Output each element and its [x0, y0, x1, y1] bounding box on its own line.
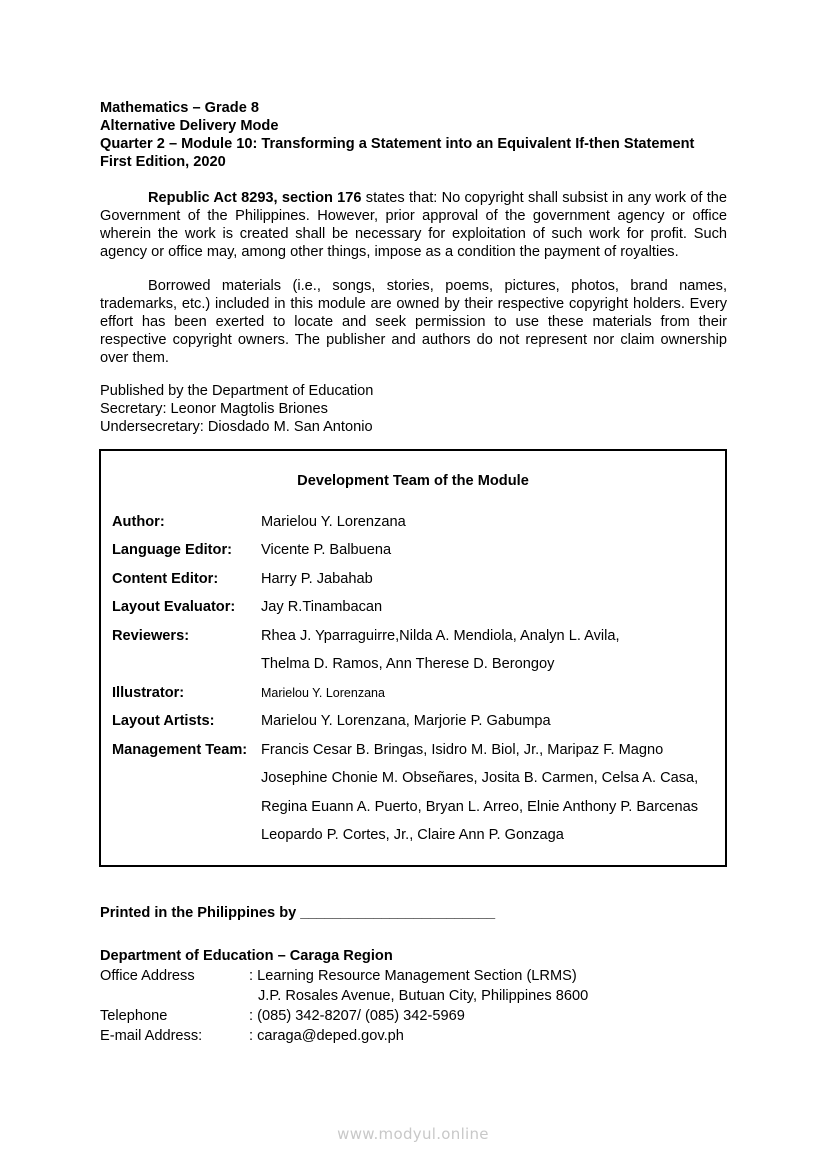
- secretary: Secretary: Leonor Magtolis Briones: [100, 401, 328, 417]
- publisher-info: [100, 382, 373, 436]
- law-text: states that: No copyright shall subsist in any work of the Government of the Philippines. However, prior approval of the government agency or office wherein the work is created shall be necessary for exploitation of such work for profit. Such agency or office may, among other things, impose as a condition the payment of royalties.: [100, 190, 727, 260]
- module-header: [100, 99, 694, 171]
- printed-by: Printed in the Philippines by ________________________: [100, 905, 496, 921]
- email-label: E-mail Address:: [100, 1028, 203, 1044]
- team-role: Layout Artists:: [112, 713, 215, 729]
- office-address-label: Office Address: [100, 968, 195, 984]
- law-reference: Republic Act 8293, section 176: [148, 190, 362, 206]
- email-value: : caraga@deped.gov.ph: [249, 1028, 404, 1044]
- team-title: Development Team of the Module: [297, 473, 529, 489]
- team-names: Marielou Y. Lorenzana, Marjorie P. Gabumpa: [261, 713, 551, 729]
- team-role: Content Editor:: [112, 571, 219, 587]
- team-role: Reviewers:: [112, 628, 190, 644]
- module-title: Quarter 2 – Module 10: Transforming a Statement into an Equivalent If-then Statement: [100, 136, 695, 152]
- published-by: Published by the Department of Education: [100, 383, 374, 399]
- team-names: Leopardo P. Cortes, Jr., Claire Ann P. Gonzaga: [261, 827, 564, 843]
- team-names: Josephine Chonie M. Obseñares, Josita B. Carmen, Celsa A. Casa,: [261, 770, 699, 786]
- team-role: Management Team:: [112, 742, 248, 758]
- contact-info: [100, 946, 589, 1046]
- borrowed-text: Borrowed materials (i.e., songs, stories, poems, pictures, photos, brand names, trademarks, etc.) included in this module are owned by their respective copyright holders. Every effort has been exerted to locate and seek permission to use these materials from their respective copyright owners. The publisher and authors do not represent nor claim ownership over them.: [100, 278, 727, 366]
- borrowed-materials-paragraph: [100, 277, 727, 367]
- telephone-value: : (085) 342-8207/ (085) 342-5969: [249, 1008, 465, 1024]
- undersecretary: Undersecretary: Diosdado M. San Antonio: [100, 419, 373, 435]
- team-names: Francis Cesar B. Bringas, Isidro M. Biol, Jr., Maripaz F. Magno: [261, 742, 664, 758]
- development-team-box: [99, 449, 727, 867]
- team-role: Language Editor:: [112, 542, 232, 558]
- team-names: Regina Euann A. Puerto, Bryan L. Arreo, Elnie Anthony P. Barcenas: [261, 799, 699, 815]
- team-names: Vicente P. Balbuena: [261, 542, 392, 558]
- team-names: Harry P. Jabahab: [261, 571, 373, 587]
- team-names: Jay R.Tinambacan: [261, 599, 383, 615]
- copyright-paragraph: [100, 189, 727, 261]
- subject-title: Mathematics – Grade 8: [100, 100, 259, 116]
- office-address-line1: : Learning Resource Management Section (LRMS): [249, 968, 577, 984]
- delivery-mode: Alternative Delivery Mode: [100, 118, 279, 134]
- org-name: Department of Education – Caraga Region: [100, 948, 393, 964]
- team-names: Rhea J. Yparraguirre,Nilda A. Mendiola, Analyn L. Avila,: [261, 628, 620, 644]
- team-names: Marielou Y. Lorenzana: [261, 686, 385, 700]
- team-role: Author:: [112, 514, 165, 530]
- team-names: Marielou Y. Lorenzana: [261, 514, 406, 530]
- office-address-row: [100, 966, 577, 986]
- telephone-row: [100, 1006, 465, 1026]
- watermark: www.modyul.online: [337, 1125, 489, 1143]
- team-names: Thelma D. Ramos, Ann Therese D. Berongoy: [261, 656, 555, 672]
- team-role: Illustrator:: [112, 685, 185, 701]
- telephone-label: Telephone: [100, 1008, 168, 1024]
- team-role: Layout Evaluator:: [112, 599, 236, 615]
- email-row: [100, 1026, 404, 1046]
- edition: First Edition, 2020: [100, 154, 226, 170]
- office-address-row-2: [100, 986, 589, 1006]
- office-address-line2: J.P. Rosales Avenue, Butuan City, Philippines 8600: [258, 988, 589, 1004]
